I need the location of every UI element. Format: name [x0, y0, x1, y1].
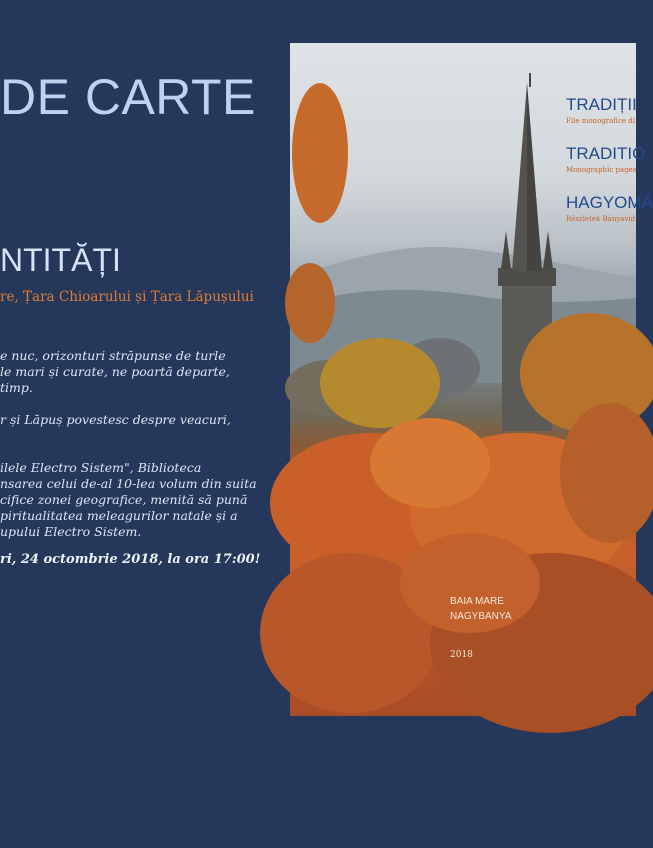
- cover-subtitle-hu: Részletek Bányavid: [566, 215, 636, 223]
- foliage: [292, 83, 348, 223]
- section-heading: NTITĂȚI: [0, 242, 121, 278]
- church-spire-shade: [527, 83, 542, 271]
- cover-title-en: TRADITIO: [566, 144, 646, 163]
- paragraph-line: timp.: [0, 380, 33, 395]
- paragraph-line: e nuc, orizonturi străpunse de turle: [0, 348, 226, 363]
- cover-year: 2018: [450, 650, 473, 660]
- cover-subtitle-en: Monographic pages: [566, 166, 637, 174]
- banner-title: DE CARTE: [0, 69, 256, 125]
- cover-place-hu: NAGYBANYA: [450, 611, 512, 622]
- book-cover: [290, 43, 653, 716]
- paragraph-line: cifice zonei geografice, menită să pună: [0, 492, 248, 507]
- cover-place-ro: BAIA MARE: [450, 596, 504, 607]
- section-subtitle: re, Țara Chioarului și Țara Lăpușului: [0, 289, 254, 305]
- foliage: [320, 338, 440, 428]
- paragraph-2: [0, 412, 290, 428]
- paragraph-line: nsarea celui de-al 10-lea volum din suita: [0, 476, 257, 491]
- cover-title-ro: TRADIȚII: [566, 95, 637, 114]
- paragraph-line: r și Lăpuș povestesc despre veacuri,: [0, 412, 231, 427]
- foliage: [370, 418, 490, 508]
- event-date: ri, 24 octombrie 2018, la ora 17:00!: [0, 552, 261, 567]
- paragraph-3: [0, 460, 290, 540]
- cover-subtitle-ro: File monografice di: [566, 117, 635, 125]
- cover-title-hu: HAGYOMÁ: [566, 193, 653, 212]
- paragraph-line: le mari și curate, ne poartă departe,: [0, 364, 230, 379]
- paragraph-1: [0, 348, 290, 396]
- paragraph-line: ilele Electro Sistem", Biblioteca: [0, 460, 202, 475]
- small-spire-left: [501, 231, 511, 269]
- paragraph-line: piritualitatea meleagurilor natale și a: [0, 508, 238, 523]
- foliage: [285, 263, 335, 343]
- small-spire-right: [543, 231, 553, 269]
- paragraph-line: upului Electro Sistem.: [0, 524, 142, 539]
